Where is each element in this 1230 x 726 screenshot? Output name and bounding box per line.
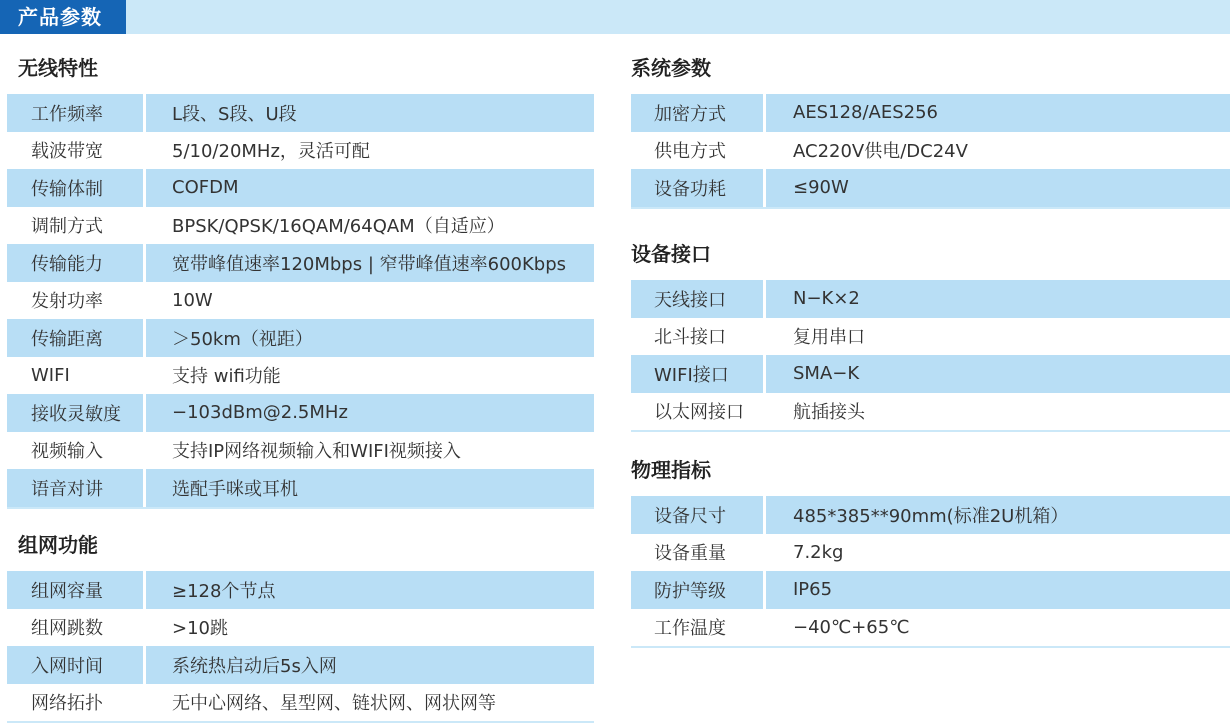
param-key: 加密方式	[654, 103, 726, 125]
param-key: 设备尺寸	[654, 505, 726, 527]
param-value: ≥128个节点	[172, 580, 276, 602]
table-row	[7, 319, 594, 357]
param-value: −103dBm@2.5MHz	[172, 402, 348, 424]
table-row	[631, 609, 1230, 647]
param-key: 发射功率	[31, 291, 103, 313]
param-key: 工作频率	[31, 103, 103, 125]
param-value: ＞50km（视距）	[172, 328, 313, 350]
table-row	[631, 94, 1230, 132]
param-key: 调制方式	[31, 216, 103, 238]
param-key: 工作温度	[654, 618, 726, 640]
param-value: 485*385**90mm(标准2U机箱）	[793, 505, 1069, 527]
table-row	[7, 132, 594, 170]
param-key: 网络拓扑	[31, 693, 103, 715]
param-value: L段、S段、U段	[172, 103, 297, 125]
table-interfaces	[631, 280, 1230, 432]
table-row	[631, 132, 1230, 170]
param-value: N−K×2	[793, 288, 860, 310]
param-key: 入网时间	[31, 655, 103, 677]
param-key: 载波带宽	[31, 141, 103, 163]
table-row	[7, 244, 594, 282]
param-value: AES128/AES256	[793, 102, 939, 124]
param-key: 语音对讲	[31, 478, 103, 500]
param-value: BPSK/QPSK/16QAM/64QAM（自适应）	[172, 216, 505, 238]
table-row	[7, 94, 594, 132]
param-value: 航插接头	[793, 402, 865, 424]
table-row	[631, 280, 1230, 318]
param-key: 视频输入	[31, 441, 103, 463]
param-key: 传输体制	[31, 178, 103, 200]
param-value: AC220V供电/DC24V	[793, 141, 968, 163]
param-value: SMA−K	[793, 363, 860, 385]
param-key: 供电方式	[654, 141, 726, 163]
section-title-network: 组网功能	[18, 533, 98, 557]
param-value: −40℃+65℃	[793, 616, 910, 638]
table-row	[7, 169, 594, 207]
param-value: 系统热启动后5s入网	[172, 655, 337, 677]
param-value: 5/10/20MHz，灵活可配	[172, 141, 370, 163]
table-row	[631, 393, 1230, 431]
param-value: 10W	[172, 289, 213, 311]
table-row	[7, 571, 594, 609]
param-key: 以太网接口	[654, 402, 744, 424]
param-value: 支持IP网络视频输入和WIFI视频接入	[172, 441, 461, 463]
param-value: >10跳	[172, 618, 228, 640]
param-value: 无中心网络、星型网、链状网、网状网等	[172, 693, 496, 715]
header-bar	[0, 0, 1230, 34]
param-value: 支持 wifi功能	[172, 366, 281, 388]
table-row	[7, 609, 594, 647]
param-key: 组网容量	[31, 580, 103, 602]
table-row	[7, 207, 594, 245]
table-row	[7, 357, 594, 395]
param-key: 天线接口	[654, 289, 726, 311]
param-key: 组网跳数	[31, 618, 103, 640]
table-network	[7, 571, 594, 723]
table-row	[7, 432, 594, 470]
table-system	[631, 94, 1230, 209]
table-row	[7, 684, 594, 722]
page-title: 产品参数	[0, 0, 126, 34]
param-value: ≤90W	[793, 177, 849, 199]
param-key: 传输能力	[31, 253, 103, 275]
section-title-wireless: 无线特性	[18, 56, 98, 80]
table-physical	[631, 496, 1230, 648]
section-title-physical: 物理指标	[631, 458, 711, 482]
table-row	[631, 571, 1230, 609]
param-value: IP65	[793, 579, 833, 601]
param-key: 接收灵敏度	[31, 403, 121, 425]
param-value: COFDM	[172, 177, 239, 199]
section-title-system: 系统参数	[631, 56, 711, 80]
param-key: 设备重量	[654, 543, 726, 565]
param-value: 选配手咪或耳机	[172, 478, 298, 500]
param-value: 复用串口	[793, 327, 865, 349]
param-key: 设备功耗	[654, 178, 726, 200]
table-row	[631, 496, 1230, 534]
table-row	[631, 169, 1230, 207]
param-key: 北斗接口	[654, 327, 726, 349]
table-row	[631, 318, 1230, 356]
section-title-interfaces: 设备接口	[631, 242, 711, 266]
table-wireless	[7, 94, 594, 509]
param-key: WIFI	[31, 364, 70, 386]
table-row	[7, 646, 594, 684]
param-value: 宽带峰值速率120Mbps | 窄带峰值速率600Kbps	[172, 253, 567, 275]
param-key: 防护等级	[654, 580, 726, 602]
table-row	[631, 534, 1230, 572]
table-row	[7, 394, 594, 432]
table-row	[7, 282, 594, 320]
table-row	[7, 469, 594, 507]
param-value: 7.2kg	[793, 541, 844, 563]
param-key: WIFI接口	[654, 364, 729, 386]
param-key: 传输距离	[31, 328, 103, 350]
table-row	[631, 355, 1230, 393]
